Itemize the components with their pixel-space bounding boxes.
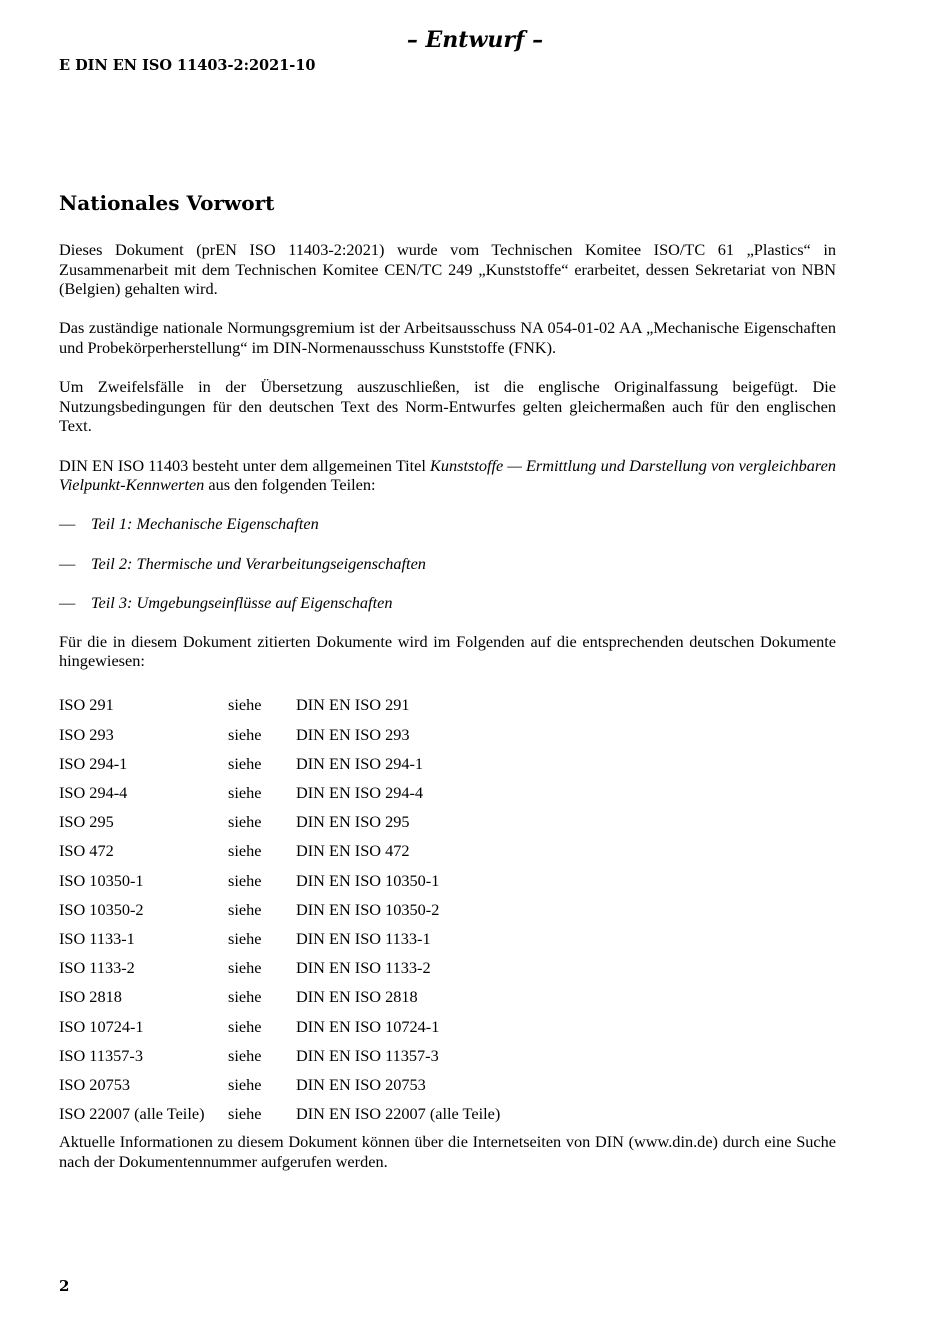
din-reference: DIN EN ISO 20753 <box>296 1074 426 1094</box>
table-row <box>59 807 836 836</box>
part-title: Teil 3: Umgebungseinflüsse auf Eigenschaften <box>91 592 393 612</box>
part-title: Teil 2: Thermische und Verarbeitungseigenschaften <box>91 553 426 573</box>
din-reference: DIN EN ISO 1133-2 <box>296 958 431 978</box>
din-reference: DIN EN ISO 10724-1 <box>296 1016 440 1036</box>
list-dash: — <box>59 514 76 534</box>
iso-reference: ISO 22007 (alle Teile) <box>59 1104 205 1124</box>
table-row <box>59 1041 836 1070</box>
see-label: siehe <box>228 870 262 890</box>
table-row <box>59 837 836 866</box>
list-item <box>59 554 836 574</box>
din-reference: DIN EN ISO 472 <box>296 841 410 861</box>
see-label: siehe <box>228 841 262 861</box>
iso-reference: ISO 291 <box>59 695 114 715</box>
see-label: siehe <box>228 1074 262 1094</box>
table-row <box>59 953 836 982</box>
table-row <box>59 720 836 749</box>
reference-table <box>59 691 836 1129</box>
iso-reference: ISO 20753 <box>59 1074 131 1094</box>
iso-reference: ISO 294-1 <box>59 753 128 773</box>
list-dash: — <box>59 553 76 573</box>
draft-mark: – Entwurf – <box>406 27 544 53</box>
iso-reference: ISO 1133-1 <box>59 928 135 948</box>
see-label: siehe <box>228 753 262 773</box>
iso-reference: ISO 11357-3 <box>59 1045 143 1065</box>
paragraph-current-info: Aktuelle Informationen zu diesem Dokument können über die Internetseiten von DIN (www.din.de) durch eine Suche nach der Dokumentennummer aufgerufen werden. <box>59 1132 836 1172</box>
see-label: siehe <box>228 928 262 948</box>
list-item <box>59 593 836 613</box>
iso-reference: ISO 472 <box>59 841 114 861</box>
paragraph-parts-intro <box>59 456 836 495</box>
iso-reference: ISO 10350-1 <box>59 870 144 890</box>
see-label: siehe <box>228 1104 262 1124</box>
iso-reference: ISO 294-4 <box>59 783 128 803</box>
series-title: Kunststoffe — Ermittlung und Darstellung von vergleichbaren Vielpunkt-Kennwerten <box>59 455 836 495</box>
table-row <box>59 866 836 895</box>
iso-reference: ISO 10350-2 <box>59 899 144 919</box>
see-label: siehe <box>228 783 262 803</box>
foreword-content <box>59 240 836 1172</box>
din-reference: DIN EN ISO 291 <box>296 695 410 715</box>
page-number: 2 <box>59 1277 70 1295</box>
din-reference: DIN EN ISO 10350-1 <box>296 870 440 890</box>
see-label: siehe <box>228 724 262 744</box>
see-label: siehe <box>228 958 262 978</box>
din-reference: DIN EN ISO 294-4 <box>296 783 424 803</box>
paragraph-committee: Dieses Dokument (prEN ISO 11403-2:2021) wurde vom Technischen Komitee ISO/TC 61 „Plastics“ in Zusammenarbeit mit dem Technischen Komitee CEN/TC 249 „Kunststoffe“ erarbeitet, dessen Sekretariat von NBN (Belgien) gehalten wird. <box>59 240 836 299</box>
section-title: Nationales Vorwort <box>59 191 275 215</box>
parts-intro-suffix: aus den folgenden Teilen: <box>204 475 376 495</box>
din-reference: DIN EN ISO 294-1 <box>296 753 424 773</box>
table-row <box>59 1070 836 1099</box>
parts-list <box>59 514 836 612</box>
table-row <box>59 749 836 778</box>
din-reference: DIN EN ISO 11357-3 <box>296 1045 439 1065</box>
list-item <box>59 514 836 534</box>
din-reference: DIN EN ISO 2818 <box>296 987 418 1007</box>
table-row <box>59 924 836 953</box>
parts-intro-prefix: DIN EN ISO 11403 besteht unter dem allgemeinen Titel <box>59 455 430 475</box>
table-row <box>59 691 836 720</box>
iso-reference: ISO 293 <box>59 724 114 744</box>
list-dash: — <box>59 592 76 612</box>
iso-reference: ISO 1133-2 <box>59 958 135 978</box>
paragraph-references-intro: Für die in diesem Dokument zitierten Dokumente wird im Folgenden auf die entsprechenden deutschen Dokumente hingewiesen: <box>59 631 836 671</box>
see-label: siehe <box>228 1016 262 1036</box>
table-row <box>59 895 836 924</box>
table-row <box>59 778 836 807</box>
din-reference: DIN EN ISO 293 <box>296 724 410 744</box>
din-reference: DIN EN ISO 10350-2 <box>296 899 440 919</box>
iso-reference: ISO 2818 <box>59 987 122 1007</box>
see-label: siehe <box>228 812 262 832</box>
din-reference: DIN EN ISO 1133-1 <box>296 928 431 948</box>
din-reference: DIN EN ISO 295 <box>296 812 410 832</box>
iso-reference: ISO 10724-1 <box>59 1016 144 1036</box>
table-row <box>59 1012 836 1041</box>
table-row <box>59 983 836 1012</box>
see-label: siehe <box>228 695 262 715</box>
din-reference: DIN EN ISO 22007 (alle Teile) <box>296 1104 501 1124</box>
paragraph-national-body: Das zuständige nationale Normungsgremium ist der Arbeitsausschuss NA 054-01-02 AA „Mechanische Eigenschaften und Probekörperherstellung“ im DIN-Normenausschuss Kunststoffe (FNK). <box>59 318 836 357</box>
part-title: Teil 1: Mechanische Eigenschaften <box>91 514 319 534</box>
document-id: E DIN EN ISO 11403-2:2021-10 <box>59 57 316 74</box>
see-label: siehe <box>228 987 262 1007</box>
table-row <box>59 1099 836 1128</box>
iso-reference: ISO 295 <box>59 812 114 832</box>
see-label: siehe <box>228 1045 262 1065</box>
see-label: siehe <box>228 899 262 919</box>
paragraph-translation: Um Zweifelsfälle in der Übersetzung auszuschließen, ist die englische Originalfassung beigefügt. Die Nutzungsbedingungen für den deutschen Text des Norm-Entwurfes gelten gleichermaßen auch für den englischen Text. <box>59 377 836 436</box>
